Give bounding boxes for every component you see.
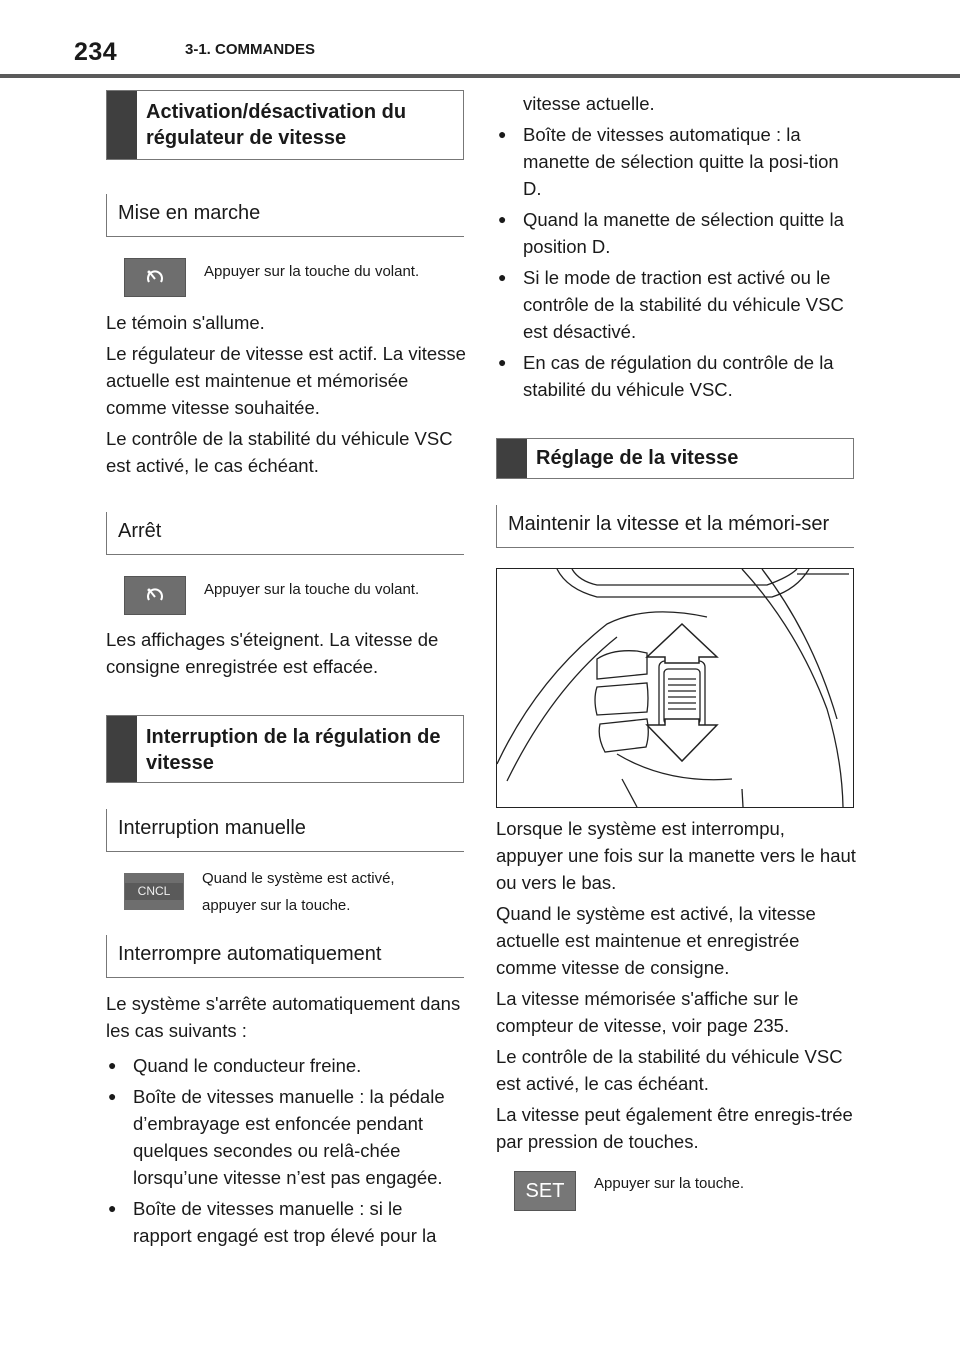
speedometer-icon	[144, 267, 166, 289]
steering-wheel-button[interactable]	[124, 576, 186, 615]
list-item: ● Boîte de vitesses automatique : la manette de sélection quitte la posi-tion D.	[496, 121, 856, 202]
speedometer-icon	[144, 585, 166, 607]
bullet-list	[496, 121, 856, 403]
button-row-stop	[124, 576, 466, 615]
subheading-auto: Interrompre automatiquement	[106, 935, 464, 978]
section-bar	[107, 91, 137, 159]
list-item: ● Si le mode de traction est activé ou le contrôle de la stabilité du véhicule VSC est désactivé.	[496, 264, 856, 345]
section-bar	[107, 716, 137, 782]
paragraph: Le contrôle de la stabilité du véhicule VSC est activé, le cas échéant.	[496, 1046, 843, 1094]
button-description: Appuyer sur la touche.	[594, 1175, 745, 1192]
subheading-manual: Interruption manuelle	[106, 809, 464, 852]
paragraph: Le contrôle de la stabilité du véhicule VSC est activé, le cas échéant.	[106, 428, 453, 476]
button-description	[202, 865, 395, 919]
steering-wheel-illustration	[496, 568, 854, 808]
paragraph: Le régulateur de vitesse est actif. La vitesse actuelle est maintenue et mémorisée comme vitesse souhaitée.	[106, 343, 466, 418]
cncl-button[interactable]	[124, 873, 184, 910]
chapter-title: 3-1. COMMANDES	[185, 41, 316, 58]
section-activation	[106, 90, 464, 160]
paragraph: La vitesse peut également être enregis-trée par pression de touches.	[496, 1104, 853, 1152]
section-title-speed: Réglage de la vitesse	[536, 447, 739, 469]
button-row-cncl	[124, 865, 466, 919]
subheading-stop: Arrêt	[106, 512, 464, 555]
subheading-hold: Maintenir la vitesse et la mémori-ser	[496, 505, 854, 548]
section-interruption	[106, 715, 464, 783]
button-description: Appuyer sur la touche du volant.	[204, 263, 420, 280]
paragraph: Les affichages s'éteignent. La vitesse de consigne enregistrée est effacée.	[106, 629, 439, 677]
button-row-start	[124, 258, 466, 297]
button-description-line: Quand le système est activé,	[202, 870, 395, 887]
cncl-label: CNCL	[125, 883, 183, 900]
paragraph: Le système s'arrête automatiquement dans les cas suivants :	[106, 993, 461, 1041]
page-number: 234	[74, 38, 118, 66]
section-speed-setting	[496, 438, 854, 479]
set-button[interactable]: SET	[514, 1171, 576, 1211]
bullet-list	[106, 1052, 466, 1249]
paragraph: La vitesse mémorisée s'affiche sur le compteur de vitesse, voir page 235.	[496, 988, 799, 1036]
section-title-interruption: Interruption de la régulation de vitesse	[146, 726, 441, 774]
button-description: Appuyer sur la touche du volant.	[204, 581, 420, 598]
list-item: ● Boîte de vitesses manuelle : si le rapport engagé est trop élevé pour la	[106, 1195, 466, 1249]
page-header	[0, 0, 960, 78]
left-column	[106, 90, 466, 1253]
header-rule	[0, 74, 960, 78]
list-item: ● En cas de régulation du contrôle de la stabilité du véhicule VSC.	[496, 349, 856, 403]
button-row-set	[514, 1171, 856, 1211]
paragraph: Le témoin s'allume.	[106, 312, 265, 333]
list-item: ● Boîte de vitesses manuelle : la pédale d’embrayage est enfoncée pendant quelques secondes ou relâ-chée lorsqu’une vitesse n’est pas engagée.	[106, 1083, 466, 1191]
button-description-line: appuyer sur la touche.	[202, 897, 351, 914]
list-item: ● Quand la manette de sélection quitte la position D.	[496, 206, 856, 260]
paragraph: Lorsque le système est interrompu, appuyer une fois sur la manette vers le haut ou vers le bas.	[496, 818, 856, 893]
subheading-start: Mise en marche	[106, 194, 464, 237]
list-item: ● Quand le conducteur freine.	[106, 1052, 466, 1079]
paragraph-continuation: vitesse actuelle.	[523, 93, 655, 114]
right-column	[496, 90, 856, 1211]
section-bar	[497, 439, 527, 478]
paragraph: Quand le système est activé, la vitesse actuelle est maintenue et enregistrée comme vitesse de consigne.	[496, 903, 816, 978]
steering-wheel-button[interactable]	[124, 258, 186, 297]
section-title-activation: Activation/désactivation du régulateur de vitesse	[146, 101, 407, 149]
steering-controls-drawing	[497, 569, 853, 807]
